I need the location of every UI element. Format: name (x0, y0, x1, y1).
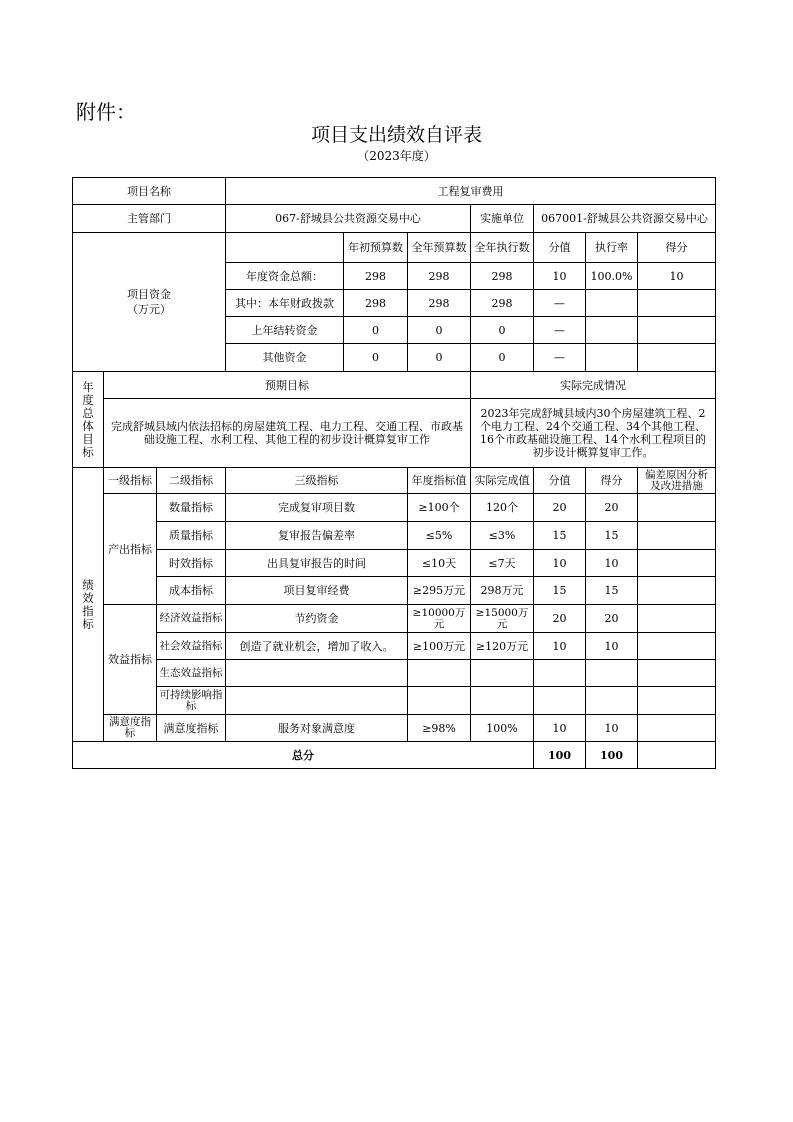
indicator-reason (638, 715, 716, 742)
funds-executed: 0 (471, 344, 534, 372)
funds-score (638, 290, 716, 317)
indicator-target (408, 687, 471, 715)
funds-score (638, 344, 716, 372)
indicator-reason (638, 550, 716, 577)
indicator-score-value (534, 660, 586, 687)
ind-header-reason: 偏差原因分析及改进措施 (638, 468, 716, 494)
indicator-score-value (534, 687, 586, 715)
level1-satisfaction: 满意度指标 (104, 715, 157, 742)
indicator-score-value: 10 (534, 715, 586, 742)
self-evaluation-table (72, 177, 716, 769)
funds-initial: 298 (344, 263, 408, 290)
total-score-value: 100 (534, 742, 586, 769)
indicator-level2: 生态效益指标 (157, 660, 226, 687)
funds-annual: 298 (408, 263, 471, 290)
funds-rate: 100.0% (586, 263, 638, 290)
indicator-target (408, 660, 471, 687)
indicator-target: ≥98% (408, 715, 471, 742)
ind-header-level1: 一级指标 (104, 468, 157, 494)
indicator-target: ≤5% (408, 522, 471, 550)
funds-header-annual: 全年预算数 (408, 233, 471, 263)
project-name-label: 项目名称 (73, 178, 226, 205)
total-score: 100 (586, 742, 638, 769)
indicator-score (586, 660, 638, 687)
funds-initial: 0 (344, 317, 408, 344)
indicator-score: 20 (586, 494, 638, 522)
form-title: 项目支出绩效自评表 (310, 124, 482, 146)
indicator-actual: 298万元 (471, 577, 534, 605)
funds-score-value: 10 (534, 263, 586, 290)
indicator-score: 10 (586, 550, 638, 577)
indicator-actual: ≤7天 (471, 550, 534, 577)
total-reason (638, 742, 716, 769)
indicator-row (73, 633, 716, 660)
attachment-label: 附件： (76, 100, 136, 124)
indicator-score: 20 (586, 605, 638, 633)
indicator-target: ≤10天 (408, 550, 471, 577)
indicator-target: ≥100万元 (408, 633, 471, 660)
funds-executed: 298 (471, 290, 534, 317)
level1-benefit: 效益指标 (104, 605, 157, 715)
form-year: （2023年度） (357, 149, 436, 163)
dept-value: 067-舒城县公共资源交易中心 (226, 205, 471, 233)
indicator-level3 (226, 660, 408, 687)
funds-header-score: 得分 (638, 233, 716, 263)
funds-score (638, 317, 716, 344)
funds-row-label: 上年结转资金 (226, 317, 344, 344)
indicator-level3: 完成复审项目数 (226, 494, 408, 522)
indicator-reason (638, 687, 716, 715)
funds-row-label: 其中：本年财政拨款 (226, 290, 344, 317)
funds-label: 项目资金 （万元） (73, 233, 226, 372)
goals-expected-text: 完成舒城县域内依法招标的房屋建筑工程、电力工程、交通工程、市政基础设施工程、水利工程、其他工程的初步设计概算复审工作 (104, 399, 471, 468)
indicator-target: ≥295万元 (408, 577, 471, 605)
indicator-score: 10 (586, 715, 638, 742)
indicator-actual: ≤3% (471, 522, 534, 550)
indicator-level3: 项目复审经费 (226, 577, 408, 605)
funds-rate (586, 344, 638, 372)
indicator-reason (638, 633, 716, 660)
funds-score-value: — (534, 317, 586, 344)
project-name-value: 工程复审费用 (226, 178, 716, 205)
indicator-row (73, 550, 716, 577)
indicator-row (73, 605, 716, 633)
indicator-row (73, 660, 716, 687)
indicator-actual (471, 687, 534, 715)
funds-annual: 298 (408, 290, 471, 317)
indicator-actual: ≥120万元 (471, 633, 534, 660)
funds-header-executed: 全年执行数 (471, 233, 534, 263)
indicator-score-value: 15 (534, 522, 586, 550)
level1-output: 产出指标 (104, 494, 157, 605)
indicator-row (73, 494, 716, 522)
indicator-level3: 服务对象满意度 (226, 715, 408, 742)
indicator-level3: 出具复审报告的时间 (226, 550, 408, 577)
funds-annual: 0 (408, 317, 471, 344)
indicator-level2: 质量指标 (157, 522, 226, 550)
funds-row-label: 年度资金总额： (226, 263, 344, 290)
unit-label: 实施单位 (471, 205, 534, 233)
indicator-row (73, 577, 716, 605)
indicator-score-value: 10 (534, 633, 586, 660)
goals-actual-text: 2023年完成舒城县域内30个房屋建筑工程、2个电力工程、24个交通工程、34个其他工程、16个市政基础设施工程、14个水利工程项目的初步设计概算复审工作。 (471, 399, 716, 468)
indicator-target: ≥100个 (408, 494, 471, 522)
indicator-target: ≥10000万元 (408, 605, 471, 633)
ind-header-score: 得分 (586, 468, 638, 494)
indicator-score: 15 (586, 577, 638, 605)
funds-initial: 0 (344, 344, 408, 372)
indicator-actual: 120个 (471, 494, 534, 522)
indicator-level3: 创造了就业机会，增加了收入。 (226, 633, 408, 660)
indicator-reason (638, 522, 716, 550)
unit-value: 067001-舒城县公共资源交易中心 (534, 205, 716, 233)
indicator-level2: 时效指标 (157, 550, 226, 577)
goals-expected-header: 预期目标 (104, 372, 471, 399)
funds-header-blank (226, 233, 344, 263)
indicators-side-label: 绩 效 指 标 (73, 468, 104, 742)
indicator-reason (638, 660, 716, 687)
funds-score-value: — (534, 344, 586, 372)
dept-label: 主管部门 (73, 205, 226, 233)
ind-header-level3: 三级指标 (226, 468, 408, 494)
funds-score: 10 (638, 263, 716, 290)
funds-annual: 0 (408, 344, 471, 372)
funds-header-score-value: 分值 (534, 233, 586, 263)
indicator-reason (638, 494, 716, 522)
indicator-row (73, 522, 716, 550)
funds-executed: 298 (471, 263, 534, 290)
indicator-level3: 节约资金 (226, 605, 408, 633)
indicator-level2: 满意度指标 (157, 715, 226, 742)
ind-header-target: 年度指标值 (408, 468, 471, 494)
indicator-actual (471, 660, 534, 687)
goals-side-label: 年 度 总 体 目 标 (73, 372, 104, 468)
ind-header-level2: 二级指标 (157, 468, 226, 494)
indicator-score-value: 10 (534, 550, 586, 577)
indicator-score (586, 687, 638, 715)
indicator-reason (638, 605, 716, 633)
indicator-level2: 社会效益指标 (157, 633, 226, 660)
goals-actual-header: 实际完成情况 (471, 372, 716, 399)
indicator-score-value: 15 (534, 577, 586, 605)
funds-score-value: — (534, 290, 586, 317)
indicator-level3: 复审报告偏差率 (226, 522, 408, 550)
ind-header-actual: 实际完成值 (471, 468, 534, 494)
indicator-actual: 100% (471, 715, 534, 742)
indicator-level2: 成本指标 (157, 577, 226, 605)
funds-header-initial: 年初预算数 (344, 233, 408, 263)
indicator-reason (638, 577, 716, 605)
indicator-row (73, 687, 716, 715)
indicator-row (73, 715, 716, 742)
indicator-score-value: 20 (534, 605, 586, 633)
indicator-level2: 可持续影响指标 (157, 687, 226, 715)
indicator-level2: 经济效益指标 (157, 605, 226, 633)
funds-row-label: 其他资金 (226, 344, 344, 372)
total-label: 总分 (73, 742, 534, 769)
indicator-score: 15 (586, 522, 638, 550)
indicator-score: 10 (586, 633, 638, 660)
ind-header-score-value: 分值 (534, 468, 586, 494)
funds-header-rate: 执行率 (586, 233, 638, 263)
indicator-level2: 数量指标 (157, 494, 226, 522)
indicator-score-value: 20 (534, 494, 586, 522)
indicator-actual: ≥15000万元 (471, 605, 534, 633)
funds-rate (586, 290, 638, 317)
funds-initial: 298 (344, 290, 408, 317)
funds-executed: 0 (471, 317, 534, 344)
indicator-level3 (226, 687, 408, 715)
funds-rate (586, 317, 638, 344)
